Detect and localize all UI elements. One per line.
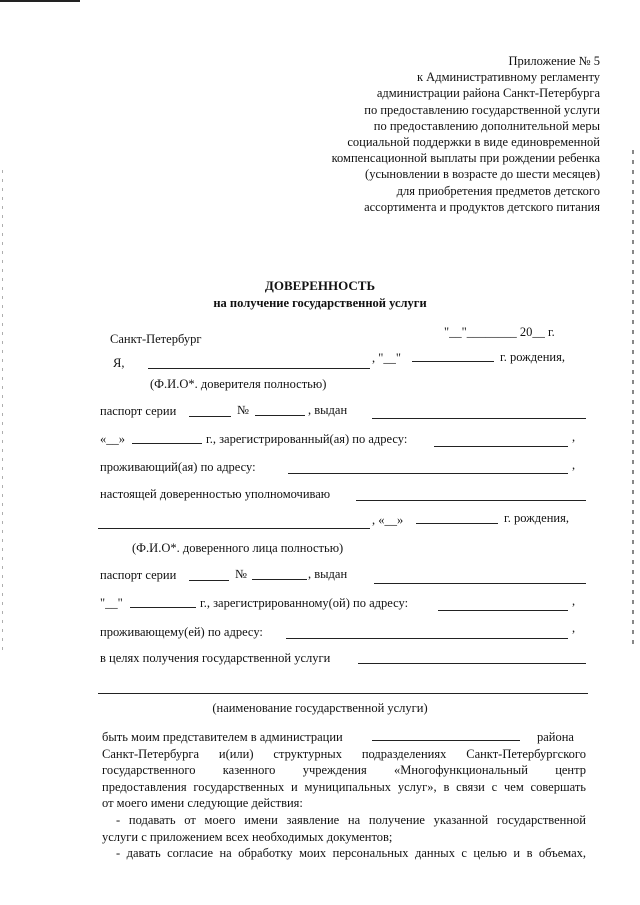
agent-registered-date-field[interactable] [130,607,196,608]
body-line-1-start: быть моим представителем в администрации [102,730,343,744]
principal-pronoun: Я, [113,356,125,370]
body-line-1 [102,729,586,746]
appendix-line: по предоставлению государственной услуги [364,102,600,117]
service-name-field-line-2[interactable] [98,693,588,694]
administration-district-field[interactable] [372,729,520,741]
service-caption: (наименование государственной услуги) [212,701,428,715]
agent-name-field-line-1[interactable] [356,500,586,501]
agent-passport-label: паспорт серии [100,568,177,582]
appendix-line: администрации района Санкт-Петербурга [376,86,600,101]
principal-issued-label: , выдан [308,403,348,417]
agent-name-field-line-2[interactable] [98,528,370,529]
agent-residing-label: проживающему(ей) по адресу: [100,625,263,639]
agent-issued-label: , выдан [308,567,348,581]
scan-edge-left [2,170,3,650]
agent-issued-by-field[interactable] [374,583,586,584]
body-line-2: Санкт-Петербурга и(или) структурных подразделениях Санкт-Петербургского [102,746,586,761]
agent-comma-2: , [572,621,576,635]
principal-comma-2: , [572,458,576,472]
appendix-line: (усыновлении в возрасте до шести месяцев) [365,167,600,182]
body-line-5: от моего имени следующие действия: [102,796,303,811]
service-name-field-line-1[interactable] [358,663,586,664]
appendix-line: ассортимента и продуктов детского питания [364,199,600,214]
principal-date-prefix: , "__" [372,351,401,365]
agent-residence-field[interactable] [286,638,568,639]
agent-passport-number-field[interactable] [252,579,307,580]
principal-registered-prefix: «__» [100,432,125,446]
body-line-7: услуги с приложением всех необходимых документов; [102,829,393,844]
agent-passport-number-sign: № [235,567,247,581]
principal-residence-field[interactable] [288,473,568,474]
principal-issued-by-field[interactable] [372,418,586,419]
body-line-4: предоставления государственных и муниципальных услуг», в связи с чем совершать [102,779,586,794]
agent-comma: , [572,594,576,608]
appendix-line: для приобретения предметов детского [396,183,600,198]
purpose-label: в целях получения государственной услуги [100,651,331,665]
principal-passport-number-field[interactable] [255,415,305,416]
agent-passport-series-field[interactable] [189,580,229,581]
document-subtitle: на получение государственной услуги [213,296,427,310]
principal-passport-number-sign: № [237,403,249,417]
principal-passport-series-field[interactable] [189,416,231,417]
body-line-8: - давать согласие на обработку моих персональных данных с целью и в объемах, [116,846,586,861]
principal-name-field[interactable] [148,368,370,369]
authorizing-label: настоящей доверенностью уполномочиваю [100,487,331,501]
principal-address-field[interactable] [434,446,568,447]
principal-registered-date-field[interactable] [132,443,202,444]
body-line-1-end: района [536,730,574,744]
body-line-3: государственного казенного учреждения «Многофункциональный центр [102,763,586,778]
principal-residing-label: проживающий(ая) по адресу: [100,460,256,474]
body-line-6: - подавать от моего имени заявление на получение указанной государственной [116,812,586,827]
principal-registered-label: г., зарегистрированный(ая) по адресу: [206,432,408,446]
document-title: ДОВЕРЕННОСТЬ [264,278,376,293]
top-border-mark [0,0,80,2]
agent-address-field[interactable] [438,610,568,611]
agent-birth-suffix: г. рождения, [504,511,569,525]
authority-paragraph [102,729,586,862]
scan-edge-right [632,150,634,650]
principal-caption: (Ф.И.О*. доверителя полностью) [150,377,327,391]
appendix-line: Приложение № 5 [508,54,600,68]
date-line: "__"________ 20__ г. [444,325,555,339]
agent-caption: (Ф.И.О*. доверенного лица полностью) [132,541,344,555]
principal-passport-label: паспорт серии [100,404,177,418]
agent-date-prefix: , «__» [372,513,404,527]
appendix-line: социальной поддержки в виде единовременной [347,135,600,150]
principal-birth-date-field[interactable] [412,361,494,362]
place: Санкт-Петербург [110,332,202,346]
agent-birth-date-field[interactable] [416,523,498,524]
agent-registered-label: г., зарегистрированному(ой) по адресу: [200,596,409,610]
appendix-line: по предоставлению дополнительной меры [373,118,600,133]
principal-birth-suffix: г. рождения, [500,350,565,364]
principal-comma: , [572,430,576,444]
agent-registered-prefix: "__" [100,596,123,610]
appendix-header [280,53,600,215]
appendix-line: к Административному регламенту [416,70,600,85]
appendix-line: компенсационной выплаты при рождении ребенка [331,151,600,166]
